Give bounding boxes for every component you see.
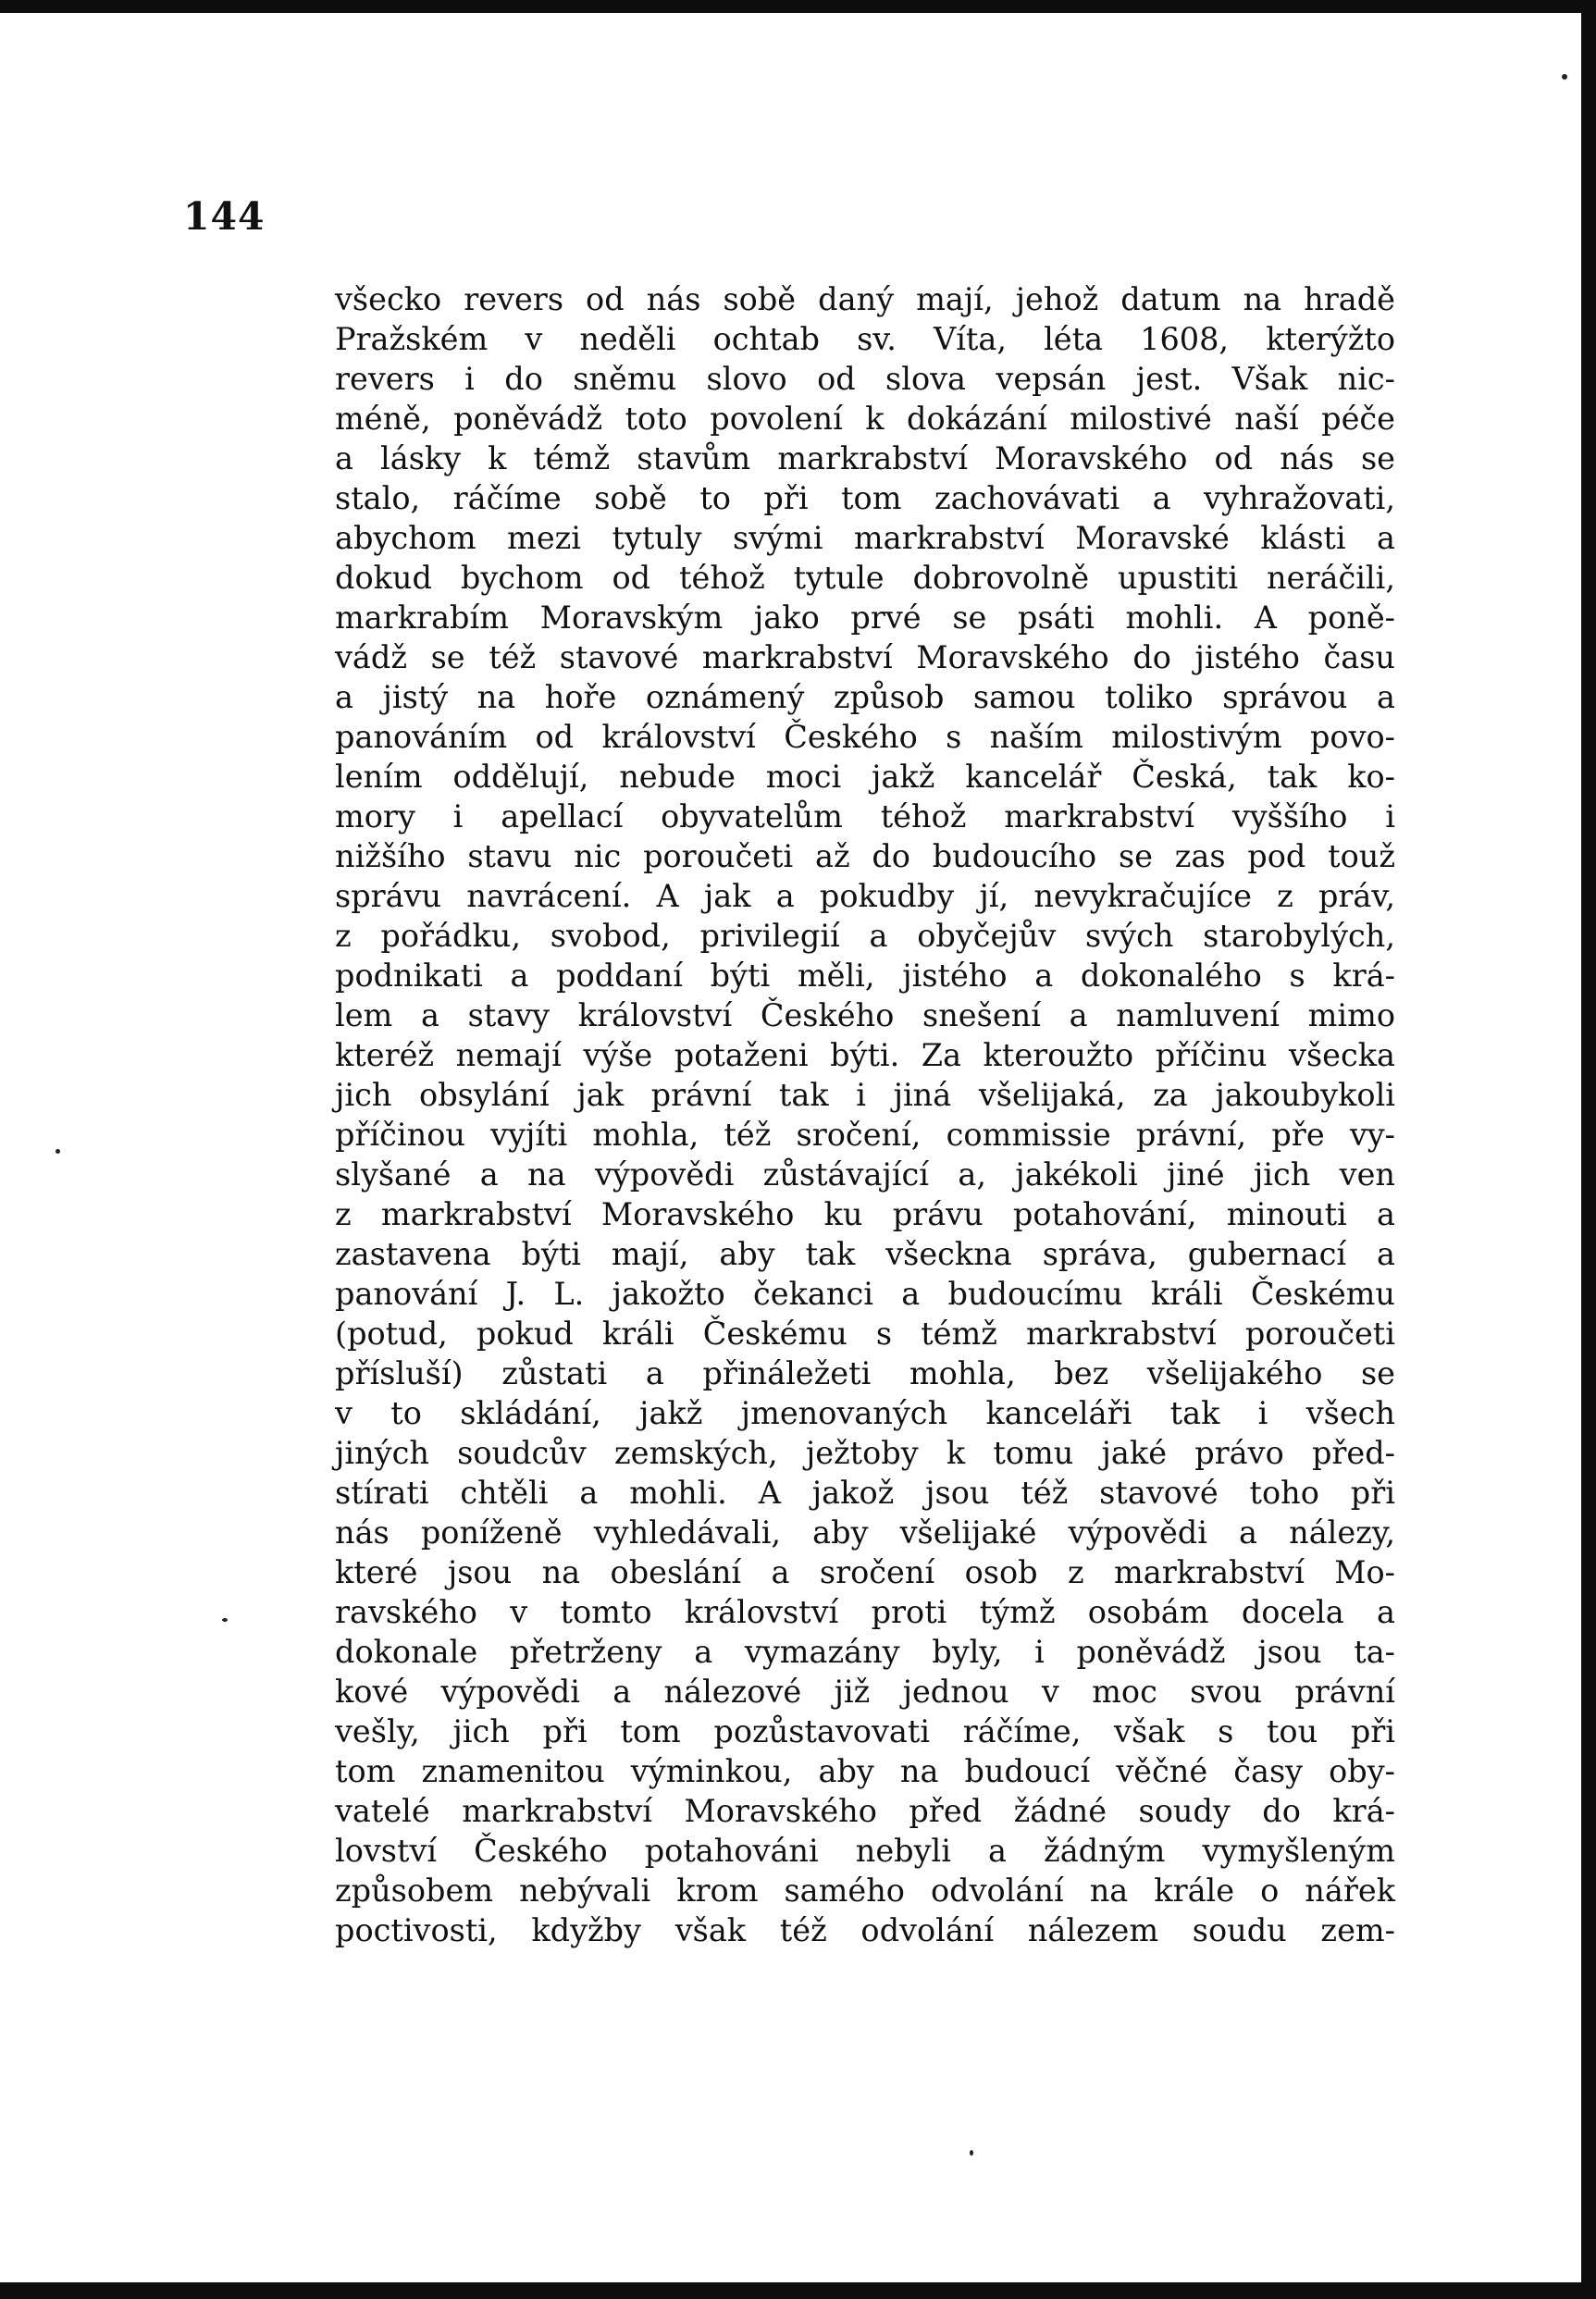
page-number: 144 [183,194,266,239]
text-line: méně, poněvádž toto povolení k dokázání milostivé naší péče [335,401,1395,437]
text-line: správu navrácení. A jak a pokudby jí, nevykračujíce z práv, [335,878,1395,914]
text-line: vádž se též stavové markrabství Moravského do jistého času [335,639,1395,675]
text-line: přísluší) zůstati a přináležeti mohla, bez všelijakého se [335,1355,1395,1391]
scan-speck [222,1618,228,1622]
text-line: v to skládání, jakž jmenovaných kanceláři tak i všech [335,1395,1395,1431]
text-line: jich obsylání jak právní tak i jiná všelijaká, za jakoubykoli [335,1077,1395,1113]
text-line: zastavena býti mají, aby tak všeckna správa, gubernací a [335,1236,1395,1272]
scan-speck [1562,74,1567,80]
scan-speck [56,1149,60,1154]
text-line: (potud, pokud králi Českému s témž markrabství poroučeti [335,1316,1395,1352]
text-line: revers i do sněmu slovo od slova vepsán jest. Však nic- [335,361,1395,397]
text-line: poctivosti, kdyžby však též odvolání nálezem soudu zem- [335,1912,1395,1948]
text-line: mory i apellací obyvatelům téhož markrabství vyššího i [335,798,1395,834]
text-line: kteréž nemají výše potaženi býti. Za kteroužto příčinu všecka [335,1037,1395,1073]
text-line: a lásky k témž stavům markrabství Moravského od nás se [335,440,1395,476]
text-line: lením oddělují, nebude moci jakž kancelář Česká, tak ko- [335,759,1395,795]
text-line: ravského v tomto království proti týmž osobám docela a [335,1594,1395,1630]
text-line: vešly, jich při tom pozůstavovati ráčíme, však s tou při [335,1713,1395,1749]
text-line: stalo, ráčíme sobě to při tom zachovávati a vyhražovati, [335,480,1395,516]
text-line: z markrabství Moravského ku právu potahování, minouti a [335,1196,1395,1232]
text-line: panováním od království Českého s naším milostivým povo- [335,719,1395,755]
text-line: kové výpovědi a nálezové již jednou v moc svou právní [335,1674,1395,1710]
body-text [335,279,1395,1950]
text-line: abychom mezi tytuly svými markrabství Moravské klásti a [335,520,1395,556]
text-line: všecko revers od nás sobě daný mají, jehož datum na hradě [335,281,1395,317]
text-line: tom znamenitou výminkou, aby na budoucí věčné časy oby- [335,1753,1395,1789]
text-line: Pražském v neděli ochtab sv. Víta, léta 1608, kterýžto [335,321,1395,357]
text-line: slyšané a na výpovědi zůstávající a, jakékoli jiné jich ven [335,1156,1395,1193]
text-line: způsobem nebývali krom samého odvolání na krále o nářek [335,1873,1395,1909]
text-line: podnikati a poddaní býti měli, jistého a dokonalého s krá- [335,958,1395,994]
text-line: nižšího stavu nic poroučeti až do budoucího se zas pod touž [335,838,1395,874]
text-line: které jsou na obeslání a sročení osob z markrabství Mo- [335,1554,1395,1590]
text-line: lem a stavy království Českého snešení a namluvení mimo [335,997,1395,1033]
text-line: z pořádku, svobod, privilegií a obyčejův svých starobylých, [335,918,1395,954]
text-line: panování J. L. jakožto čekanci a budoucímu králi Českému [335,1276,1395,1312]
scan-speck [970,2150,973,2156]
text-line: příčinou vyjíti mohla, též sročení, commissie právní, pře vy- [335,1117,1395,1153]
text-line: dokonale přetrženy a vymazány byly, i poněvádž jsou ta- [335,1634,1395,1670]
text-line: vatelé markrabství Moravského před žádné soudy do krá- [335,1793,1395,1829]
text-line: jiných soudcův zemských, ježtoby k tomu jaké právo před- [335,1435,1395,1471]
text-line: stírati chtěli a mohli. A jakož jsou též stavové toho při [335,1475,1395,1511]
text-line: a jistý na hoře oznámený způsob samou toliko správou a [335,679,1395,715]
text-line: dokud bychom od téhož tytule dobrovolně upustiti neráčili, [335,560,1395,596]
text-line: nás poníženě vyhledávali, aby všelijaké výpovědi a nálezy, [335,1514,1395,1551]
text-line: lovství Českého potahováni nebyli a žádným vymyšleným [335,1833,1395,1869]
text-line: markrabím Moravským jako prvé se psáti mohli. A poně- [335,599,1395,636]
